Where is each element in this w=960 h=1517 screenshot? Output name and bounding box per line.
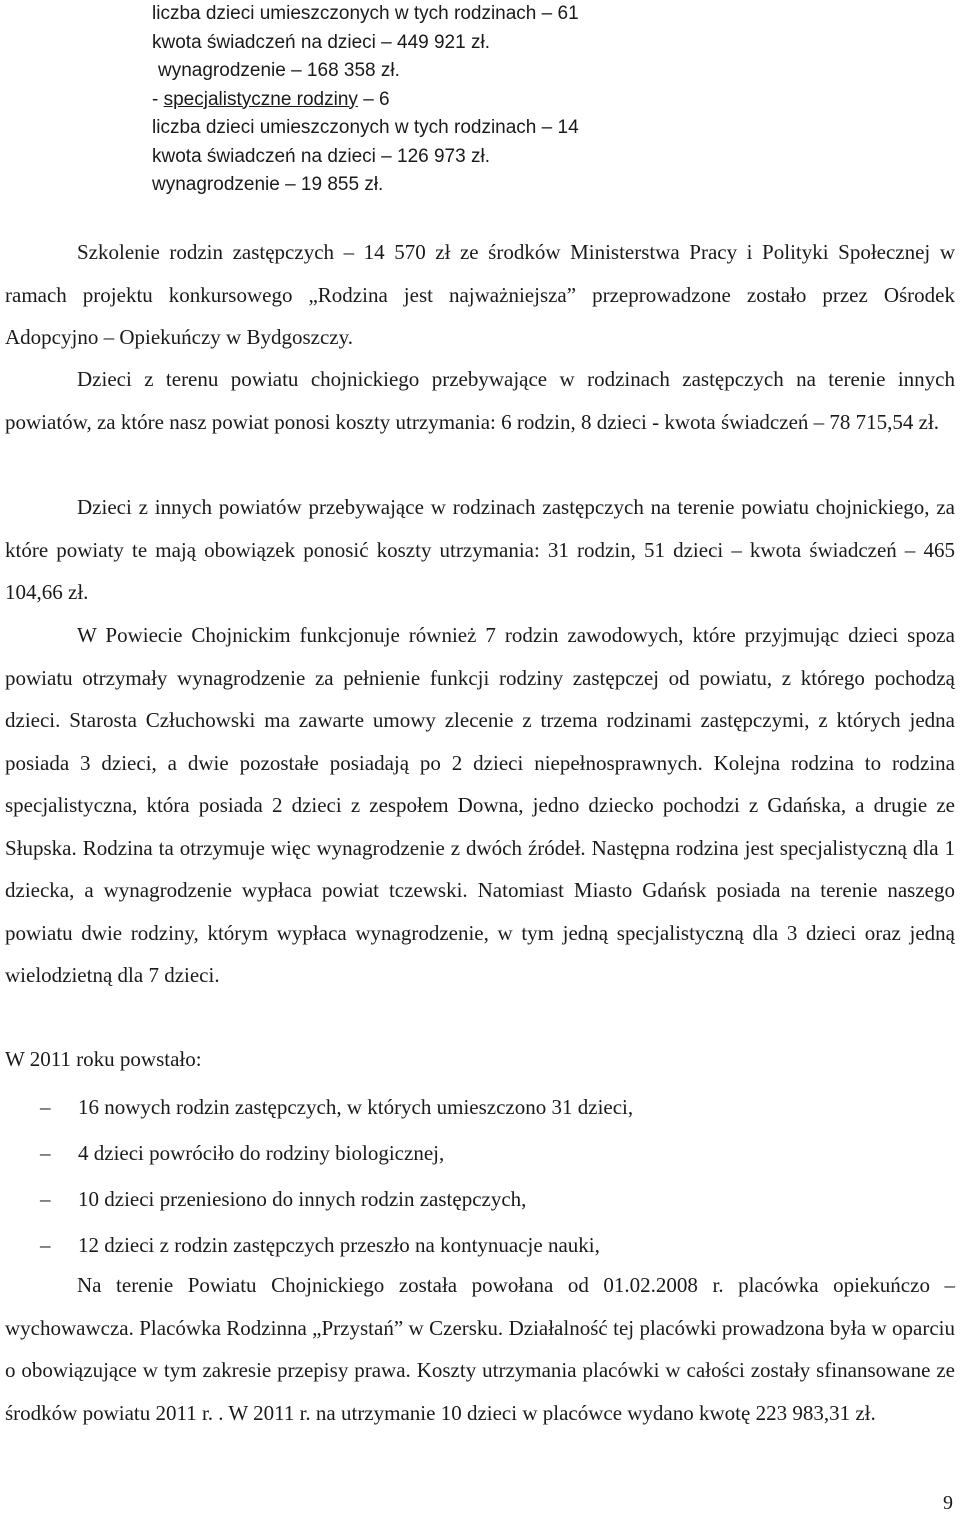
dash-bullet: – (40, 1233, 51, 1257)
paragraph-professional-families (5, 614, 955, 997)
paragraph-care-facility (5, 1264, 955, 1434)
list-item: wynagrodzenie – 19 855 zł. (152, 174, 384, 195)
paragraph-training (5, 231, 955, 359)
list-item-text: 12 dzieci z rodzin zastępczych przeszło na kontynuacje nauki, (78, 1233, 600, 1257)
dash-bullet: – (40, 1095, 51, 1119)
list-item (5, 1130, 633, 1176)
paragraph-text: W Powiecie Chojnickim funkcjonuje również 7 rodzin zawodowych, które przyjmując dzieci spoza powiatu otrzymały wynagrodzenie za pełnienie funkcji rodziny zastępczej od powiatu, z którego pochodzą dzieci. Starosta Człuchowski ma zawarte umowy zlecenie z trzema rodzinami zastępczymi, z których jedna posiada 3 dzieci, a dwie pozostałe posiadają po 2 dzieci niepełnosprawnych. Kolejna rodzina to rodzina specjalistyczna, która posiada 2 dzieci z zespołem Downa, jedno dziecko pochodzi z Gdańska, a drugie ze Słupska. Rodzina ta otrzymuje więc wynagrodzenie z dwóch źródeł. Następna rodzina jest specjalistyczną dla 1 dziecka, a wynagrodzenie wypłaca powiat tczewski. Natomiast Miasto Gdańsk posiada na terenie naszego powiatu dwie rodziny, którym wypłaca wynagrodzenie, w tym jedną specjalistyczną dla 3 dzieci oraz jedną wielodzietną dla 7 dzieci. (5, 623, 955, 987)
list-item-prefix: - (152, 88, 164, 110)
paragraph-text: Dzieci z terenu powiatu chojnickiego przebywające w rodzinach zastępczych na terenie innych powiatów, za które nasz powiat ponosi koszty utrzymania: 6 rodzin, 8 dzieci - kwota świadczeń – 78 715,54 zł. (5, 367, 955, 434)
intro-2011: W 2011 roku powstało: (5, 1047, 202, 1071)
paragraph-text: Dzieci z innych powiatów przebywające w rodzinach zastępczych na terenie powiatu chojnickiego, za które powiaty te mają obowiązek ponosić koszty utrzymania: 31 rodzin, 51 dzieci – kwota świadczeń – 465 104,66 zł. (5, 495, 955, 604)
dash-bullet: – (40, 1141, 51, 1165)
list-item-text: 16 nowych rodzin zastępczych, w których umieszczono 31 dzieci, (78, 1095, 634, 1119)
list-item (5, 1176, 633, 1222)
list-item: wynagrodzenie – 168 358 zł. (158, 60, 400, 81)
list-item: liczba dzieci umieszczonych w tych rodzinach – 14 (152, 117, 579, 138)
list-item-specialist-families (152, 86, 579, 115)
paragraph-text: Na terenie Powiatu Chojnickiego została powołana od 01.02.2008 r. placówka opiekuńczo – wychowawcza. Placówka Rodzinna „Przystań” w Czersku. Działalność tej placówki prowadzona była w oparciu o obowiązujące w tym zakresie przepisy prawa. Koszty utrzymania placówki w całości zostały sfinansowane ze środków powiatu 2011 r. . W 2011 r. na utrzymanie 10 dzieci w placówce wydano kwotę 223 983,31 zł. (5, 1273, 955, 1425)
page-number: 9 (943, 1492, 953, 1514)
list-item: kwota świadczeń na dzieci – 449 921 zł. (152, 31, 490, 53)
list-2011 (5, 1084, 633, 1268)
paragraph-children-other-counties (5, 358, 955, 443)
list-item-text: 4 dzieci powróciło do rodziny biologicznej, (78, 1141, 445, 1165)
family-statistics-list (152, 0, 579, 200)
paragraph-text: Szkolenie rodzin zastępczych – 14 570 zł ze środków Ministerstwa Pracy i Polityki Społecznej w ramach projektu konkursowego „Rodzina jest najważniejsza” przeprowadzone zostało przez Ośrodek Adopcyjno – Opiekuńczy w Bydgoszczy. (5, 240, 955, 349)
list-item-text: 10 dzieci przeniesiono do innych rodzin zastępczych, (78, 1187, 527, 1211)
list-item (5, 1084, 633, 1130)
underlined-heading: specjalistyczne rodziny (163, 88, 358, 110)
list-item (5, 1222, 633, 1268)
list-item: liczba dzieci umieszczonych w tych rodzinach – 61 (152, 3, 579, 24)
paragraph-children-from-other-counties (5, 486, 955, 614)
list-item: kwota świadczeń na dzieci – 126 973 zł. (152, 145, 490, 167)
dash-bullet: – (40, 1187, 51, 1211)
list-item-suffix: – 6 (357, 88, 390, 110)
